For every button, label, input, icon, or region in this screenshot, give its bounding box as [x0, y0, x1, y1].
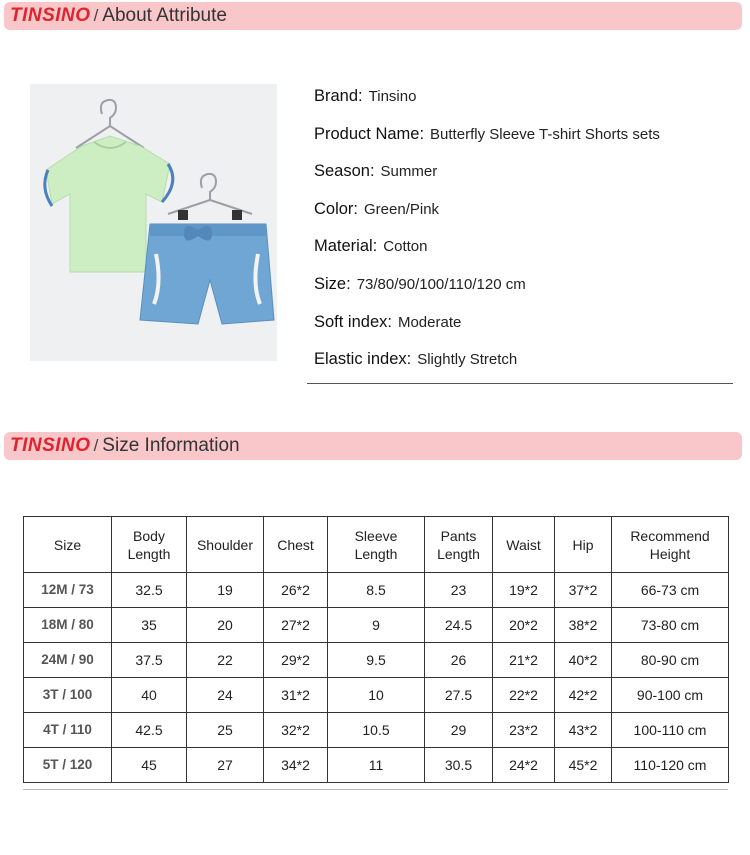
bottom-divider	[23, 789, 728, 790]
about-attribute-title: About Attribute	[102, 5, 227, 26]
header-text: Length	[354, 545, 398, 562]
about-attribute-banner	[4, 2, 742, 30]
table-cell: 80-90 cm	[612, 643, 729, 678]
table-cell: 90-100 cm	[612, 678, 729, 713]
attribute-key: Color:	[314, 199, 359, 218]
table-cell: 20*2	[493, 608, 555, 643]
table-cell: 9.5	[328, 643, 425, 678]
header-text: Sleeve	[354, 527, 398, 544]
size-label-cell: 5T / 120	[24, 748, 112, 783]
table-cell: 40	[112, 678, 187, 713]
table-header-cell	[493, 517, 555, 573]
attribute-value: Summer	[380, 163, 438, 181]
table-cell: 24.5	[425, 608, 493, 643]
table-cell: 21*2	[493, 643, 555, 678]
header-text: Length	[437, 545, 480, 562]
table-cell: 31*2	[264, 678, 328, 713]
header-text: Size	[53, 536, 82, 553]
table-cell: 110-120 cm	[612, 748, 729, 783]
attribute-season	[314, 155, 734, 193]
size-table	[23, 516, 729, 783]
header-text: Length	[127, 545, 171, 562]
banner-separator: /	[93, 6, 99, 25]
table-cell: 73-80 cm	[612, 608, 729, 643]
size-label-cell: 12M / 73	[24, 573, 112, 608]
table-header-cell	[187, 517, 264, 573]
table-cell: 37.5	[112, 643, 187, 678]
attribute-material	[314, 230, 734, 268]
attribute-color	[314, 193, 734, 231]
table-row	[24, 713, 729, 748]
header-text: Height	[649, 545, 691, 562]
size-label-cell: 3T / 100	[24, 678, 112, 713]
table-row	[24, 608, 729, 643]
attribute-key: Product Name:	[314, 124, 425, 143]
table-header-cell	[24, 517, 112, 573]
table-cell: 22*2	[493, 678, 555, 713]
table-cell: 45*2	[555, 748, 612, 783]
attribute-value: Butterfly Sleeve T-shirt Shorts sets	[430, 125, 660, 143]
table-header-cell	[112, 517, 187, 573]
table-cell: 27	[187, 748, 264, 783]
table-cell: 38*2	[555, 608, 612, 643]
header-text: Pants	[440, 527, 477, 544]
size-label-cell: 24M / 90	[24, 643, 112, 678]
table-cell: 32.5	[112, 573, 187, 608]
table-cell: 24*2	[493, 748, 555, 783]
table-cell: 26*2	[264, 573, 328, 608]
attribute-divider	[307, 383, 733, 384]
header-text: Shoulder	[196, 536, 254, 553]
table-cell: 24	[187, 678, 264, 713]
clip-right	[232, 210, 242, 220]
attribute-list	[314, 80, 734, 381]
table-cell: 34*2	[264, 748, 328, 783]
banner-separator: /	[93, 436, 99, 455]
table-cell: 23*2	[493, 713, 555, 748]
table-cell: 27*2	[264, 608, 328, 643]
table-header-cell	[264, 517, 328, 573]
table-cell: 66-73 cm	[612, 573, 729, 608]
header-text: Recommend	[630, 527, 710, 544]
table-row	[24, 643, 729, 678]
size-information-banner	[4, 432, 742, 460]
table-header-cell	[328, 517, 425, 573]
size-label-cell: 18M / 80	[24, 608, 112, 643]
table-header-cell	[555, 517, 612, 573]
attribute-value: 73/80/90/100/110/120 cm	[356, 275, 526, 293]
table-header-cell	[425, 517, 493, 573]
header-text: Hip	[572, 536, 594, 553]
attribute-key: Size:	[314, 274, 351, 293]
table-header-row	[24, 517, 729, 573]
attribute-value: Green/Pink	[364, 200, 440, 218]
table-cell: 29*2	[264, 643, 328, 678]
table-cell: 40*2	[555, 643, 612, 678]
header-text: Body	[133, 527, 165, 544]
table-cell: 19	[187, 573, 264, 608]
attribute-brand	[314, 80, 734, 118]
table-row	[24, 678, 729, 713]
table-cell: 8.5	[328, 573, 425, 608]
table-cell: 10	[328, 678, 425, 713]
table-cell: 27.5	[425, 678, 493, 713]
table-cell: 43*2	[555, 713, 612, 748]
header-text: Waist	[506, 536, 541, 553]
table-cell: 42*2	[555, 678, 612, 713]
table-cell: 45	[112, 748, 187, 783]
table-row	[24, 573, 729, 608]
size-information-title: Size Information	[102, 435, 240, 456]
attribute-size	[314, 268, 734, 306]
attribute-value: Cotton	[383, 238, 428, 256]
size-label-cell: 4T / 110	[24, 713, 112, 748]
table-cell: 19*2	[493, 573, 555, 608]
attribute-value: Tinsino	[368, 88, 417, 105]
attribute-soft-index	[314, 306, 734, 344]
table-header-cell	[612, 517, 729, 573]
clip-left	[178, 210, 188, 220]
attribute-elastic-index	[314, 343, 734, 381]
attribute-key: Season:	[314, 162, 375, 181]
attribute-key: Brand:	[314, 87, 363, 105]
table-cell: 22	[187, 643, 264, 678]
table-cell: 32*2	[264, 713, 328, 748]
table-cell: 100-110 cm	[612, 713, 729, 748]
product-illustration	[30, 84, 277, 361]
attribute-key: Material:	[314, 237, 378, 256]
table-row	[24, 748, 729, 783]
attribute-key: Elastic index:	[314, 350, 412, 369]
header-text: Chest	[277, 536, 314, 553]
table-cell: 30.5	[425, 748, 493, 783]
attribute-value: Moderate	[397, 313, 462, 331]
table-cell: 35	[112, 608, 187, 643]
attribute-value: Slightly Stretch	[417, 351, 518, 369]
attribute-product-name	[314, 118, 734, 156]
brand-logo-text: TINSINO	[10, 435, 91, 456]
product-photo	[30, 84, 277, 361]
brand-logo-text: TINSINO	[10, 5, 91, 26]
table-cell: 29	[425, 713, 493, 748]
table-cell: 11	[328, 748, 425, 783]
table-cell: 20	[187, 608, 264, 643]
attribute-key: Soft index:	[314, 312, 392, 331]
table-cell: 26	[425, 643, 493, 678]
table-cell: 42.5	[112, 713, 187, 748]
table-cell: 9	[328, 608, 425, 643]
table-cell: 23	[425, 573, 493, 608]
table-cell: 25	[187, 713, 264, 748]
table-cell: 37*2	[555, 573, 612, 608]
table-cell: 10.5	[328, 713, 425, 748]
